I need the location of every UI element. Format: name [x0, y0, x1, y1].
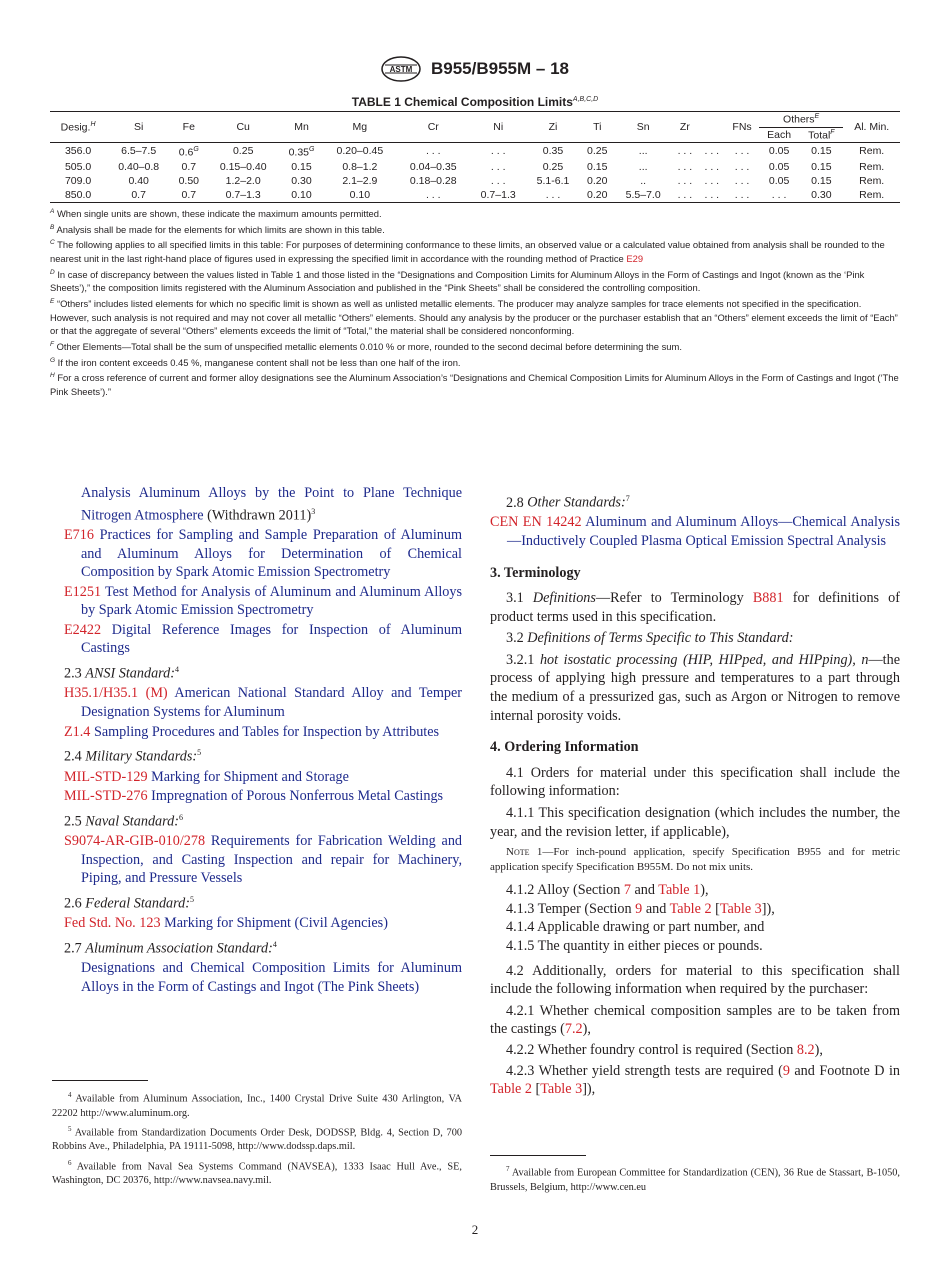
cell-mg: 0.8–1.2	[342, 160, 378, 173]
cell-total: 0.15	[811, 160, 832, 173]
table-note-f: $^F$ Other Elements—Total shall be the sum of unspecified metallic elements 0.010 % or more, rounded to the second decimal before determining the sum.	[50, 340, 682, 353]
table-note-c: $^C$ The following applies to all specified limits in this table: For purposes of determining conformance to these limits, an observed value or a calculated value obtained from analysis shall be rounded to the nearest unit in the last right-hand place of figures used in expressing the specified limit in accordance with the rounding method of Practice E29	[50, 239, 885, 265]
footnotes-right	[490, 1162, 900, 1196]
para-4-1-5: 4.1.5 The quantity in either pieces or pounds.	[506, 938, 763, 955]
cell-blank: . . .	[704, 174, 720, 187]
reference-pink-sheets	[64, 959, 462, 996]
cell-fns: . . .	[734, 174, 750, 187]
cell-desig: 850.0	[50, 188, 106, 203]
para-4-2-1: 4.2.1 Whether chemical composition samples are to be taken from the castings (7.2),	[490, 1002, 900, 1038]
section-2-6: 2.6 Federal Standard:$^5$	[64, 894, 194, 912]
cell-fns: . . .	[734, 145, 750, 158]
cell-cu: 1.2–2.0	[225, 174, 261, 187]
cell-mg: 2.1–2.9	[342, 174, 378, 187]
cell-zr: . . .	[677, 174, 693, 187]
cell-si: 6.5–7.5	[121, 145, 157, 158]
link-z14[interactable]: Z1.4	[64, 723, 91, 740]
cell-sn: ...	[638, 145, 648, 158]
page-header	[0, 56, 950, 82]
cell-cu: 0.15–0.40	[219, 160, 267, 173]
link-table-2[interactable]: Table 2	[669, 900, 712, 917]
link-table-3[interactable]: Table 3	[719, 900, 762, 917]
link-s9074[interactable]: S9074-AR-GIB-010/278	[64, 833, 206, 850]
cell-ti: 0.20	[587, 174, 608, 187]
cell-each: 0.05	[768, 160, 790, 173]
cell-zr: . . .	[671, 188, 698, 203]
cell-desig: 505.0	[64, 160, 92, 173]
link-b881[interactable]: B881	[752, 590, 784, 607]
cell-cu: 0.7–1.3	[206, 188, 279, 203]
cell-si: 0.7	[106, 188, 171, 203]
col-cu: Cu	[206, 112, 279, 143]
para-4-1-4: 4.1.4 Applicable drawing or part number, and	[506, 919, 765, 936]
cell-desig: 356.0	[64, 145, 92, 158]
cell-al: Rem.	[859, 174, 885, 187]
left-column	[64, 484, 462, 997]
link-section-9[interactable]: 9	[635, 900, 643, 917]
col-mg: Mg	[323, 112, 396, 143]
cell-mn: 0.30	[291, 174, 312, 187]
table-row	[50, 143, 900, 160]
para-4-2-3: 4.2.3 Whether yield strength tests are required (9 and Footnote D in Table 2 [Table 3]),	[490, 1062, 900, 1098]
link-table-2b[interactable]: Table 2	[490, 1081, 532, 1098]
section-2-7: 2.7 Aluminum Association Standard:$^4$	[64, 939, 277, 957]
cell-total: 0.15	[811, 145, 832, 158]
col-fns: FNs	[725, 112, 759, 143]
reference-e2422: E2422 Digital Reference Images for Inspection of Aluminum Castings	[64, 621, 462, 657]
table-note-g: $^G$ If the iron content exceeds 0.45 %, manganese content shall not be less than one half of the iron.	[50, 356, 461, 368]
col-desig: Desig.$^H$	[50, 112, 106, 143]
cell-si: 0.40	[128, 174, 149, 187]
heading-ordering-information: 4. Ordering Information	[490, 739, 639, 756]
link-table-1[interactable]: Table 1	[658, 882, 701, 899]
cell-mg: 0.20–0.45	[336, 145, 384, 158]
section-2-4: 2.4 Military Standards:$^5$	[64, 748, 202, 765]
cell-fe: 0.50	[178, 174, 200, 187]
reference-s9074: S9074-AR-GIB-010/278 Requirements for Fabrication Welding and Inspection, and Casting Inspection and repair for Machinery, Piping, and Pressure Vessels	[64, 833, 463, 887]
para-3-2-1: 3.2.1 hot isostatic processing (HIP, HIPped, and HIPping), n—the process of applying high pressure and temperatures to a part through the medium of a pressurized gas, such as Argon or Nitrogen to remove internal porosity voids.	[490, 651, 901, 724]
link-e2422[interactable]: E2422	[64, 621, 102, 638]
para-3-1: 3.1 Definitions—Refer to Terminology B881 for definitions of product terms used in this specification.	[490, 590, 901, 625]
cell-mn: $0.35^G$	[288, 146, 315, 159]
para-4-1-3: 4.1.3 Temper (Section 9 and Table 2 [Table 3]),	[506, 900, 775, 917]
cell-mg: 0.10	[323, 188, 396, 203]
cell-mn: 0.15	[291, 160, 312, 173]
col-each: Each	[767, 128, 792, 141]
cell-al: Rem.	[859, 145, 885, 158]
link-8-2[interactable]: 8.2	[796, 1041, 815, 1058]
para-4-1-1: 4.1.1 This specification designation (which includes the number, the year, and the revision letter, if applicable),	[490, 805, 900, 840]
section-2-8: 2.8 Other Standards:$^7$	[506, 494, 630, 511]
reference-e1251: E1251 Test Method for Analysis of Aluminum and Aluminum Alloys by Spark Atomic Emission Spectrometry	[64, 583, 462, 619]
cell-each: 0.05	[768, 145, 790, 158]
cell-ni: . . .	[490, 160, 506, 173]
link-cen-en-14242[interactable]: CEN EN 14242	[490, 514, 582, 531]
link-mil-std-276[interactable]: MIL-STD-276	[64, 788, 148, 805]
cell-ti: 0.15	[587, 160, 608, 173]
cell-each: 0.05	[768, 174, 790, 187]
para-4-2-2: 4.2.2 Whether foundry control is required (Section 8.2),	[506, 1041, 823, 1058]
cell-fe: 0.7	[181, 160, 197, 173]
table-note-h: $^H$ For a cross reference of current and former alloy designations see the Aluminum Association’s “Designations and Chemical Composition Limits for Aluminum Alloys in the Form of Castings and Ingot (‘The Pink Sheets’).”	[50, 372, 899, 398]
link-section-7[interactable]: 7	[623, 882, 631, 899]
page-number: 2	[471, 1222, 479, 1237]
cell-zi: 0.35	[542, 145, 564, 158]
para-4-1-2: 4.1.2 Alloy (Section 7 and Table 1),	[506, 882, 709, 899]
table-footnotes	[50, 205, 900, 399]
cell-al: Rem.	[859, 160, 885, 173]
col-fe: Fe	[171, 112, 206, 143]
col-ti: Ti	[580, 112, 615, 143]
para-4-1: 4.1 Orders for material under this specification shall include the following information:	[490, 764, 900, 800]
cell-fe: $0.6^G$	[178, 146, 199, 159]
col-ni: Ni	[470, 112, 527, 143]
link-table-3b[interactable]: Table 3	[540, 1081, 583, 1098]
reference-mil-std-129: MIL-STD-129 Marking for Shipment and Storage	[64, 768, 349, 785]
heading-terminology: 3. Terminology	[490, 564, 581, 581]
cell-sn: 5.5–7.0	[615, 188, 672, 203]
section-2-5: 2.5 Naval Standard:$^6$	[64, 812, 183, 830]
cell-al: Rem.	[843, 188, 900, 203]
col-blank	[698, 112, 725, 143]
cell-zr: . . .	[677, 145, 693, 158]
col-zi: Zi	[526, 112, 579, 143]
link-fed-std-123[interactable]: Fed Std. No. 123	[64, 915, 161, 932]
footnotes-left	[52, 1088, 462, 1189]
cell-total: 0.15	[811, 174, 832, 187]
reference-cen-en-14242: CEN EN 14242 Aluminum and Aluminum Alloys—Chemical Analysis—Inductively Coupled Plasma Optical Emission Spectral Analysis	[490, 514, 900, 549]
reference-e1507-cont: Analysis Aluminum Alloys by the Point to Plane Technique Nitrogen Atmosphere (Withdrawn 2011)$^3$	[81, 485, 462, 524]
link-7-2[interactable]: 7.2	[564, 1021, 583, 1038]
cell-zr: . . .	[677, 160, 693, 173]
footnote-5: $^5$ Available from Standardization Documents Order Desk, DODSSP, Bldg. 4, Section D, 700 Robbins Ave., Philadelphia, PA 19111-5098, http://www.dodssp.daps.mil.	[52, 1124, 462, 1153]
cell-ni: . . .	[490, 174, 506, 187]
cell-fns: . . .	[725, 188, 759, 203]
col-mn: Mn	[280, 112, 323, 143]
link-mil-std-129[interactable]: MIL-STD-129	[64, 768, 148, 785]
link-e716[interactable]: E716	[64, 526, 94, 543]
reference-mil-std-276: MIL-STD-276 Impregnation of Porous Nonferrous Metal Castings	[64, 788, 444, 805]
cell-desig: 709.0	[64, 174, 92, 187]
table-row	[50, 160, 900, 174]
cell-blank: . . .	[698, 188, 725, 203]
col-zr: Zr	[671, 112, 698, 143]
cell-zi: . . .	[526, 188, 579, 203]
table-note-e: $^E$ “Others” includes listed elements for which no specific limit is shown as well as unlisted metallic elements. The producer may analyze samples for trace elements not specified in the specification. However, such analysis is not required and may not cover all metallic “Others” elements. Should any analysis by the producer or the purchaser establish that an “Others” element exceeds the limit of “Each” or that the aggregate of several “Others” elements exceeds the limit of “Total,” the material shall be considered nonconforming.	[50, 298, 898, 337]
cell-blank: . . .	[704, 145, 720, 158]
cell-total: 0.30	[799, 188, 843, 203]
reference-e716: E716 Practices for Sampling and Sample Preparation of Aluminum and Aluminum Alloys for Determination of Chemical Composition by Spark Atomic Emission Spectrometry	[64, 526, 463, 581]
cell-each: . . .	[759, 188, 799, 203]
table-note-d: $^D$ In case of discrepancy between the values listed in Table 1 and those listed in the “Designations and Composition Limits for Aluminum Alloys in the Form of Castings and Ingot (known as the ‘Pink Sheets’),” the composition limits registered with the Aluminum Association and published in the “Pink Sheets” shall be considered the controlling composition.	[50, 268, 865, 294]
cell-ni: . . .	[490, 145, 506, 158]
footnote-4: $^4$ Available from Aluminum Association, Inc., 1400 Crystal Drive Suite 430 Arlington, VA 22202 http://www.aluminum.org.	[52, 1091, 462, 1119]
astm-logo-icon	[381, 56, 421, 82]
link-section-9b[interactable]: 9	[782, 1062, 790, 1079]
table-title: TABLE 1 Chemical Composition Limits$^{A,B,C,D}$	[351, 95, 599, 109]
cell-cr: 0.04–0.35	[409, 160, 457, 173]
para-4-2: 4.2 Additionally, orders for material to this specification shall include the following information when required by the purchaser:	[490, 962, 900, 998]
reference-h35: H35.1/H35.1 (M) American National Standard Alloy and Temper Designation Systems for Aluminum	[64, 685, 462, 720]
composition-table	[50, 111, 900, 203]
table-note-b: $^B$ Analysis shall be made for the elements for which limits are shown in this table.	[50, 223, 385, 235]
cell-sn: ..	[640, 174, 647, 187]
cell-ni: 0.7–1.3	[470, 188, 527, 203]
col-sn: Sn	[615, 112, 672, 143]
link-e29[interactable]: E29	[626, 253, 644, 265]
cell-zi: 5.1-6.1	[536, 174, 570, 187]
cell-fe: 0.7	[171, 188, 206, 203]
footnote-6: $^6$ Available from Naval Sea Systems Command (NAVSEA), 1333 Isaac Hull Ave., SE, Washington, DC 20376, http://www.navsea.navy.mil.	[52, 1158, 462, 1187]
note-1: Note 1—For inch-pound application, specify Specification B955 and for metric application specify Specification B955M. Do not mix units.	[490, 846, 900, 874]
cell-ti: 0.20	[580, 188, 615, 203]
link-h35[interactable]: H35.1/H35.1 (M)	[64, 685, 168, 702]
cell-fns: . . .	[734, 160, 750, 173]
link-pink-sheets[interactable]: Designations and Chemical Composition Limits for Aluminum Alloys in the Form of Castings and Ingot (The Pink Sheets)	[81, 960, 462, 995]
cell-sn: ...	[638, 160, 648, 173]
col-others: Others$^E$	[759, 112, 844, 128]
col-total: Total$^F$	[808, 128, 835, 141]
cell-mn: 0.10	[280, 188, 323, 203]
table-note-a: $^A$ When single units are shown, these indicate the maximum amounts permitted.	[50, 208, 382, 220]
reference-fed-std-123: Fed Std. No. 123 Marking for Shipment (Civil Agencies)	[64, 915, 388, 932]
cell-cr: 0.18–0.28	[409, 174, 457, 187]
footnote-7: $^7$ Available from European Committee for Standardization (CEN), 36 Rue de Stassart, B-1050, Brussels, Belgium, http://www.cen.eu	[490, 1165, 900, 1193]
col-al: Al. Min.	[843, 112, 900, 143]
cell-blank: . . .	[704, 160, 720, 173]
cell-si: 0.40–0.8	[118, 160, 160, 173]
footnote-rule-right	[490, 1155, 586, 1156]
cell-zi: 0.25	[542, 160, 564, 173]
table-row	[50, 174, 900, 188]
link-e1251[interactable]: E1251	[64, 583, 102, 600]
section-2-3: 2.3 ANSI Standard:$^4$	[64, 665, 179, 682]
cell-cu: 0.25	[232, 145, 254, 158]
cell-ti: 0.25	[587, 145, 608, 158]
logo-text: ASTM	[389, 65, 413, 74]
footnote-rule-left	[52, 1080, 148, 1081]
reference-z14: Z1.4 Sampling Procedures and Tables for Inspection by Attributes	[64, 723, 440, 740]
cell-cr: . . .	[397, 188, 470, 203]
cell-cr: . . .	[425, 145, 441, 158]
col-cr: Cr	[397, 112, 470, 143]
right-column	[490, 490, 900, 1101]
document-designation: B955/B955M – 18	[431, 59, 569, 78]
para-3-2: 3.2 Definitions of Terms Specific to This Standard:	[506, 630, 794, 647]
col-si: Si	[106, 112, 171, 143]
table-row	[50, 188, 900, 203]
